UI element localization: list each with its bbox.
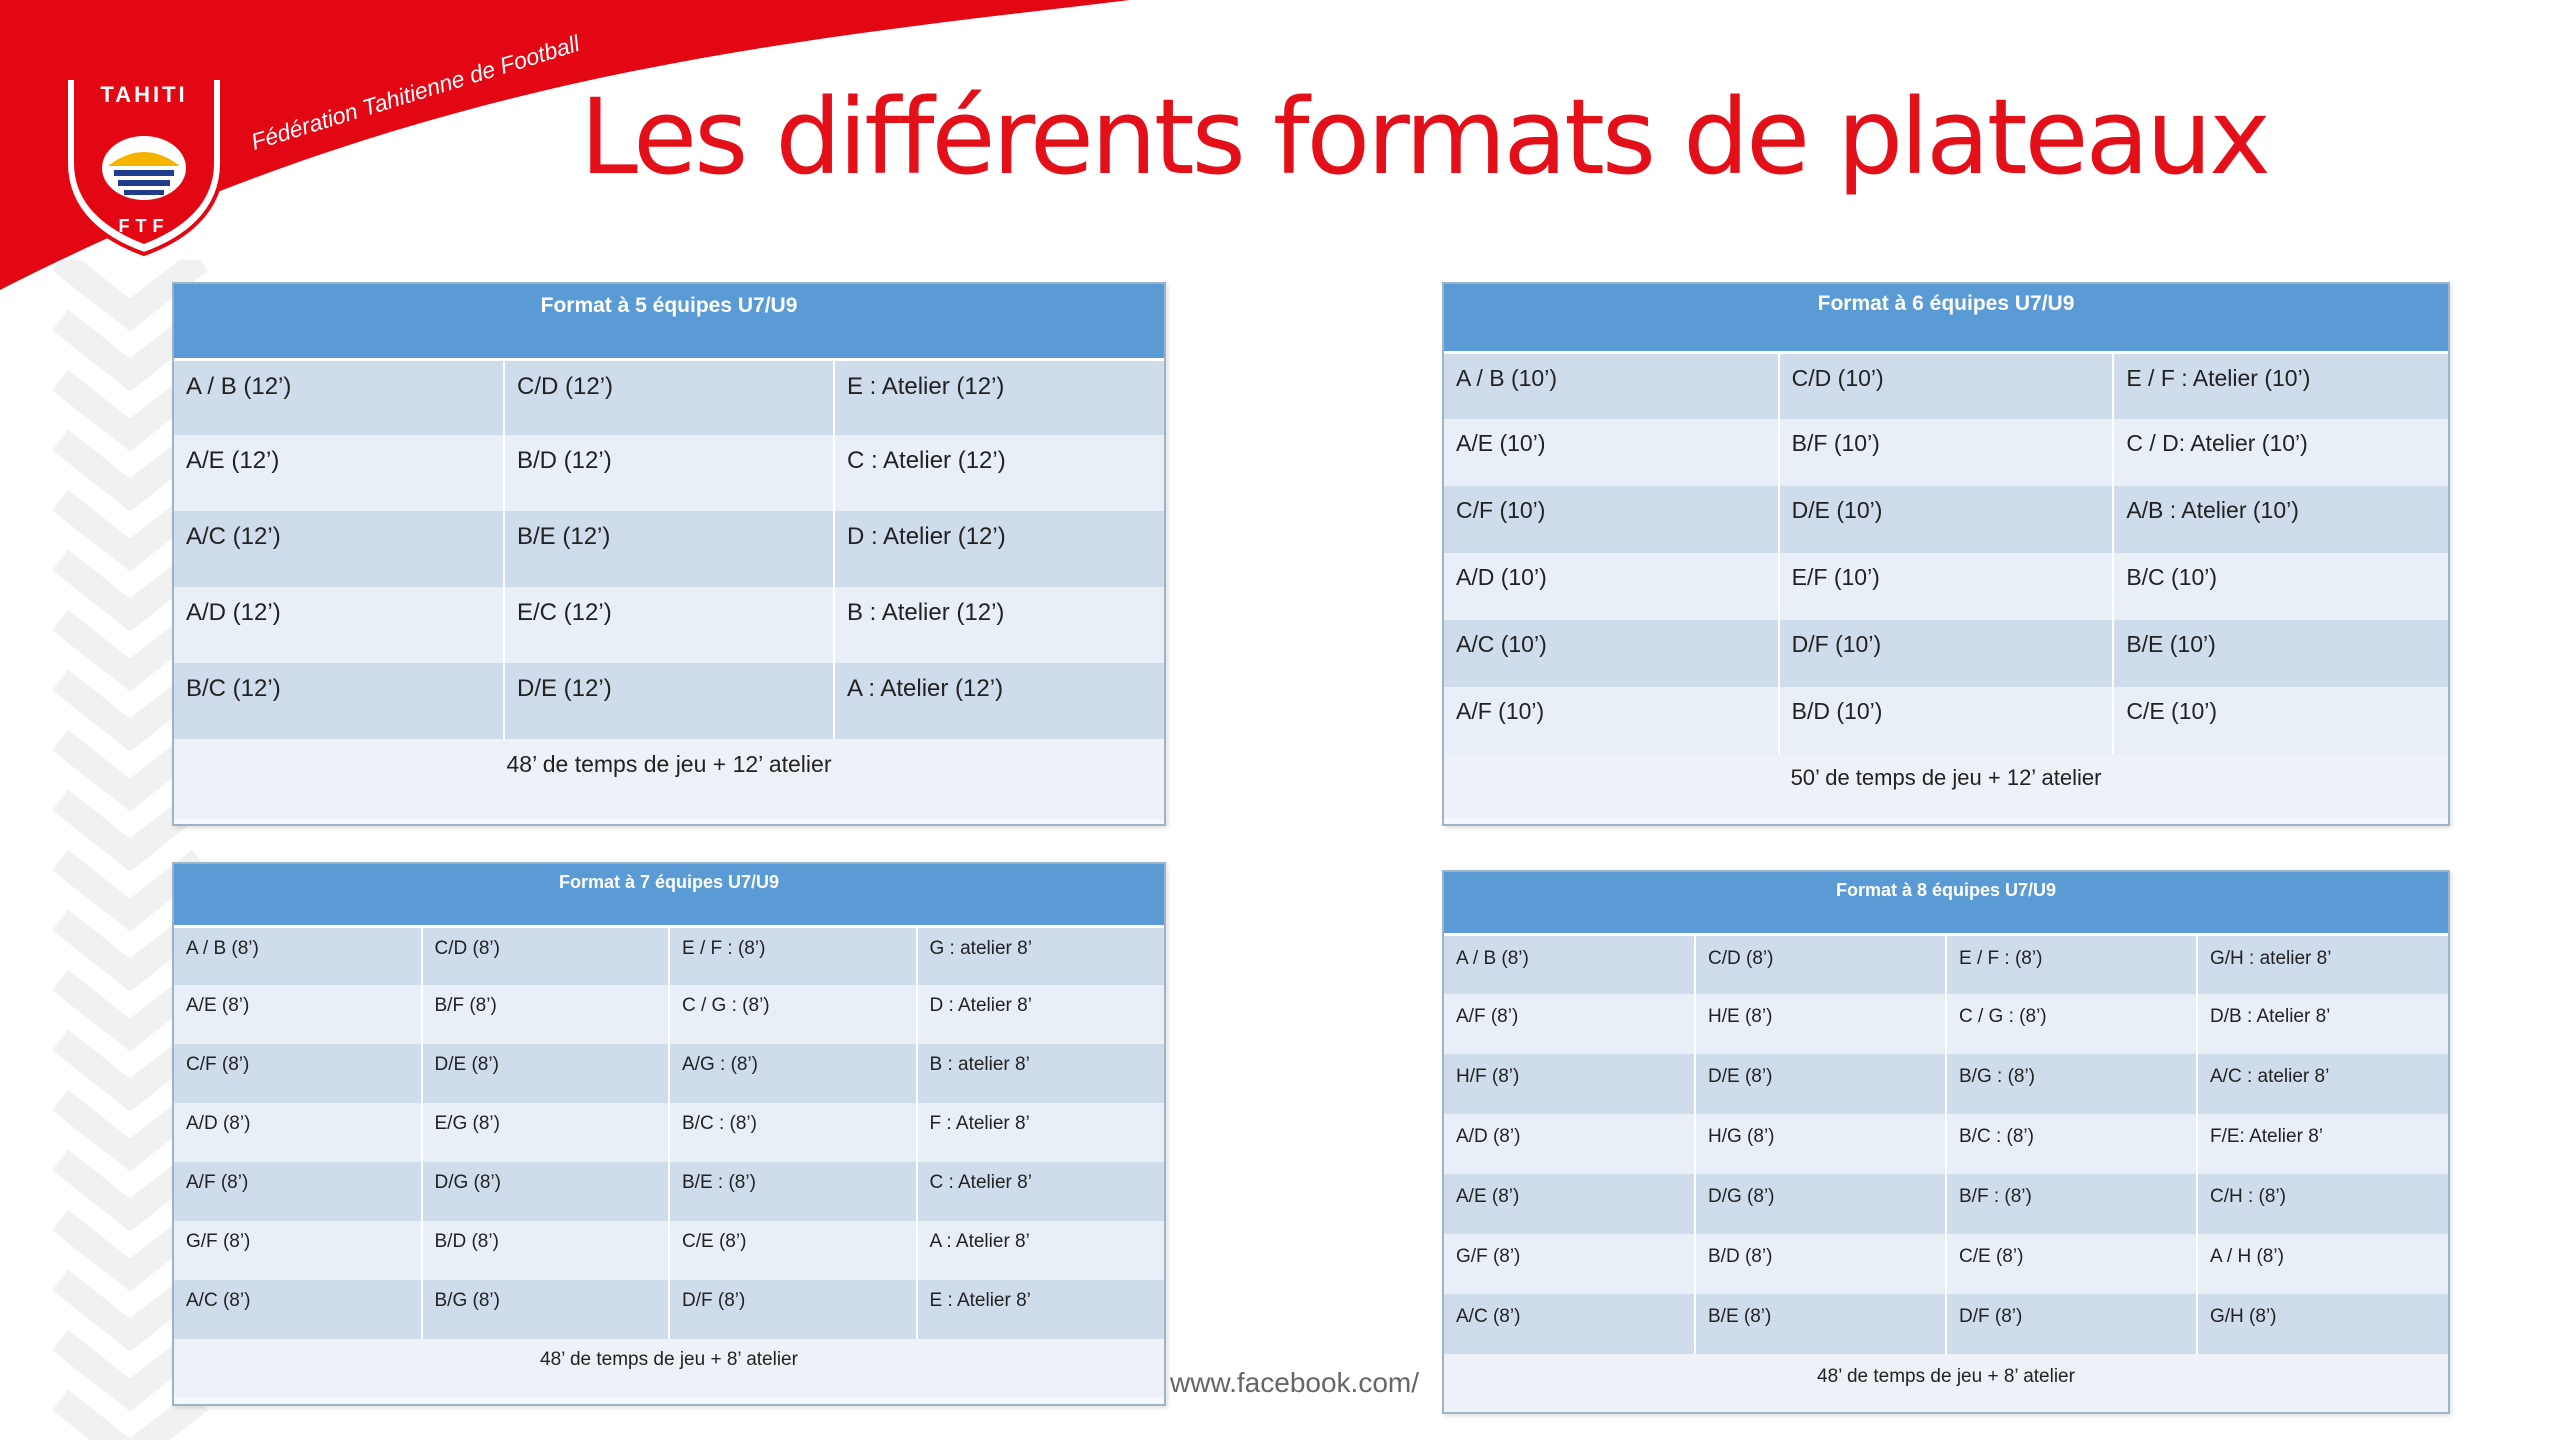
- table-cell: A / B (8’): [174, 926, 422, 985]
- table-row: [1444, 620, 2448, 687]
- table-cell: C/D (10’): [1779, 352, 2114, 419]
- table-row: [1444, 994, 2448, 1054]
- federation-name: Fédération Tahitienne de Football: [248, 30, 583, 155]
- table-cell: E / F : (8’): [1946, 934, 2197, 994]
- table-cell: E / F : Atelier (10’): [2113, 352, 2448, 419]
- logo-bottom-text: FTF: [118, 216, 170, 236]
- table-row: [1444, 419, 2448, 486]
- table-cell: D/B : Atelier 8’: [2197, 994, 2448, 1054]
- table-row: [1444, 352, 2448, 419]
- table-row: [1444, 1174, 2448, 1234]
- table-cell: D/G (8’): [1695, 1174, 1946, 1234]
- table-cell: B/D (8’): [1695, 1234, 1946, 1294]
- table-cell: H/E (8’): [1695, 994, 1946, 1054]
- table-cell: B/G : (8’): [1946, 1054, 2197, 1114]
- table-cell: A/E (10’): [1444, 419, 1779, 486]
- table-cell: A/E (8’): [1444, 1174, 1695, 1234]
- table-cell: C/D (8’): [1695, 934, 1946, 994]
- table-cell: B/C (12’): [174, 663, 504, 739]
- table-row: [174, 1280, 1164, 1339]
- table-cell: A/F (10’): [1444, 687, 1779, 754]
- table-cell: C/F (8’): [174, 1044, 422, 1103]
- table-cell: A/D (8’): [1444, 1114, 1695, 1174]
- table-cell: D : Atelier 8’: [917, 985, 1165, 1044]
- table-cell: D/G (8’): [422, 1162, 670, 1221]
- table-cell: C/D (8’): [422, 926, 670, 985]
- table-cell: A/G : (8’): [669, 1044, 917, 1103]
- table-cell: C/E (8’): [669, 1221, 917, 1280]
- table-row: [174, 359, 1164, 435]
- table-cell: E/C (12’): [504, 587, 834, 663]
- table-footer-row: [174, 739, 1164, 819]
- table-cell: C/E (10’): [2113, 687, 2448, 754]
- table-cell: A/C (12’): [174, 511, 504, 587]
- table-format-8: [1442, 870, 2450, 1414]
- table-row: [174, 1103, 1164, 1162]
- table-cell: H/G (8’): [1695, 1114, 1946, 1174]
- table-cell: C / G : (8’): [1946, 994, 2197, 1054]
- table-footer: 48’ de temps de jeu + 8’ atelier: [1444, 1354, 2448, 1412]
- table-cell: A/C (8’): [1444, 1294, 1695, 1354]
- slide-title: Les différents formats de plateaux: [580, 76, 2268, 198]
- table-cell: C/F (10’): [1444, 486, 1779, 553]
- table-cell: B/F : (8’): [1946, 1174, 2197, 1234]
- table-row: [174, 985, 1164, 1044]
- table-cell: C/H : (8’): [2197, 1174, 2448, 1234]
- table-row: [174, 511, 1164, 587]
- table-title: Format à 6 équipes U7/U9: [1444, 284, 2448, 352]
- table-cell: B : atelier 8’: [917, 1044, 1165, 1103]
- table-title: Format à 5 équipes U7/U9: [174, 284, 1164, 359]
- table-cell: D/E (12’): [504, 663, 834, 739]
- table-title: Format à 7 équipes U7/U9: [174, 864, 1164, 926]
- table-cell: E : Atelier (12’): [834, 359, 1164, 435]
- table-footer-row: [1444, 754, 2448, 818]
- table-row: [1444, 687, 2448, 754]
- table-cell: B : Atelier (12’): [834, 587, 1164, 663]
- table-cell: B/D (8’): [422, 1221, 670, 1280]
- table-cell: A : Atelier (12’): [834, 663, 1164, 739]
- table-cell: G/H : atelier 8’: [2197, 934, 2448, 994]
- table-row: [174, 663, 1164, 739]
- table-cell: A/D (10’): [1444, 553, 1779, 620]
- table-cell: E/F (10’): [1779, 553, 2114, 620]
- table-footer: 50’ de temps de jeu + 12’ atelier: [1444, 754, 2448, 818]
- table-cell: B/F (8’): [422, 985, 670, 1044]
- table-row: [174, 926, 1164, 985]
- table-cell: A/C : atelier 8’: [2197, 1054, 2448, 1114]
- table-cell: H/F (8’): [1444, 1054, 1695, 1114]
- table-cell: B/C : (8’): [669, 1103, 917, 1162]
- table-cell: A/B : Atelier (10’): [2113, 486, 2448, 553]
- table-format-5: [172, 282, 1166, 826]
- table-cell: A/E (8’): [174, 985, 422, 1044]
- table-title: Format à 8 équipes U7/U9: [1444, 872, 2448, 934]
- table-cell: B/D (10’): [1779, 687, 2114, 754]
- facebook-link[interactable]: www.facebook.com/: [1170, 1367, 1419, 1398]
- table-row: [174, 1221, 1164, 1280]
- table-row: [174, 1162, 1164, 1221]
- table-cell: E/G (8’): [422, 1103, 670, 1162]
- table-cell: D : Atelier (12’): [834, 511, 1164, 587]
- table-cell: C/D (12’): [504, 359, 834, 435]
- table-cell: E / F : (8’): [669, 926, 917, 985]
- table-cell: D/E (10’): [1779, 486, 2114, 553]
- table-cell: C : Atelier (12’): [834, 435, 1164, 511]
- table-cell: B/G (8’): [422, 1280, 670, 1339]
- table-cell: C / G : (8’): [669, 985, 917, 1044]
- table-row: [1444, 934, 2448, 994]
- table-cell: C / D: Atelier (10’): [2113, 419, 2448, 486]
- table-footer-row: [1444, 1354, 2448, 1412]
- table-row: [1444, 1054, 2448, 1114]
- table-row: [1444, 553, 2448, 620]
- table-cell: A/E (12’): [174, 435, 504, 511]
- table-cell: G/F (8’): [174, 1221, 422, 1280]
- table-row: [174, 435, 1164, 511]
- table-cell: A/C (10’): [1444, 620, 1779, 687]
- table-cell: A/D (8’): [174, 1103, 422, 1162]
- table-cell: A / B (12’): [174, 359, 504, 435]
- table-cell: G : atelier 8’: [917, 926, 1165, 985]
- logo-top-text: TAHITI: [100, 82, 188, 107]
- table-cell: A / H (8’): [2197, 1234, 2448, 1294]
- table-cell: A/D (12’): [174, 587, 504, 663]
- table-footer: 48’ de temps de jeu + 12’ atelier: [174, 739, 1164, 819]
- table-row: [174, 1044, 1164, 1103]
- table-cell: A / B (10’): [1444, 352, 1779, 419]
- table-cell: G/H (8’): [2197, 1294, 2448, 1354]
- table-cell: C/E (8’): [1946, 1234, 2197, 1294]
- table-cell: E : Atelier 8’: [917, 1280, 1165, 1339]
- table-row: [1444, 1294, 2448, 1354]
- table-row: [174, 587, 1164, 663]
- table-cell: A/F (8’): [174, 1162, 422, 1221]
- table-cell: B/F (10’): [1779, 419, 2114, 486]
- table-footer-row: [174, 1339, 1164, 1397]
- table-cell: F/E: Atelier 8’: [2197, 1114, 2448, 1174]
- table-cell: A : Atelier 8’: [917, 1221, 1165, 1280]
- table-cell: D/F (10’): [1779, 620, 2114, 687]
- table-cell: B/E (8’): [1695, 1294, 1946, 1354]
- table-cell: B/C (10’): [2113, 553, 2448, 620]
- ftf-shield-logo: [58, 68, 230, 258]
- table-row: [1444, 486, 2448, 553]
- table-cell: A/F (8’): [1444, 994, 1695, 1054]
- table-row: [1444, 1114, 2448, 1174]
- table-row: [1444, 1234, 2448, 1294]
- table-cell: B/C : (8’): [1946, 1114, 2197, 1174]
- table-cell: A / B (8’): [1444, 934, 1695, 994]
- table-cell: D/E (8’): [1695, 1054, 1946, 1114]
- table-cell: C : Atelier 8’: [917, 1162, 1165, 1221]
- table-cell: B/E (10’): [2113, 620, 2448, 687]
- table-format-7: [172, 862, 1166, 1406]
- table-cell: B/E (12’): [504, 511, 834, 587]
- table-cell: A/C (8’): [174, 1280, 422, 1339]
- table-cell: D/F (8’): [669, 1280, 917, 1339]
- table-cell: G/F (8’): [1444, 1234, 1695, 1294]
- table-cell: B/D (12’): [504, 435, 834, 511]
- table-format-6: [1442, 282, 2450, 826]
- table-cell: B/E : (8’): [669, 1162, 917, 1221]
- table-footer: 48’ de temps de jeu + 8’ atelier: [174, 1339, 1164, 1397]
- table-cell: D/E (8’): [422, 1044, 670, 1103]
- table-cell: D/F (8’): [1946, 1294, 2197, 1354]
- table-cell: F : Atelier 8’: [917, 1103, 1165, 1162]
